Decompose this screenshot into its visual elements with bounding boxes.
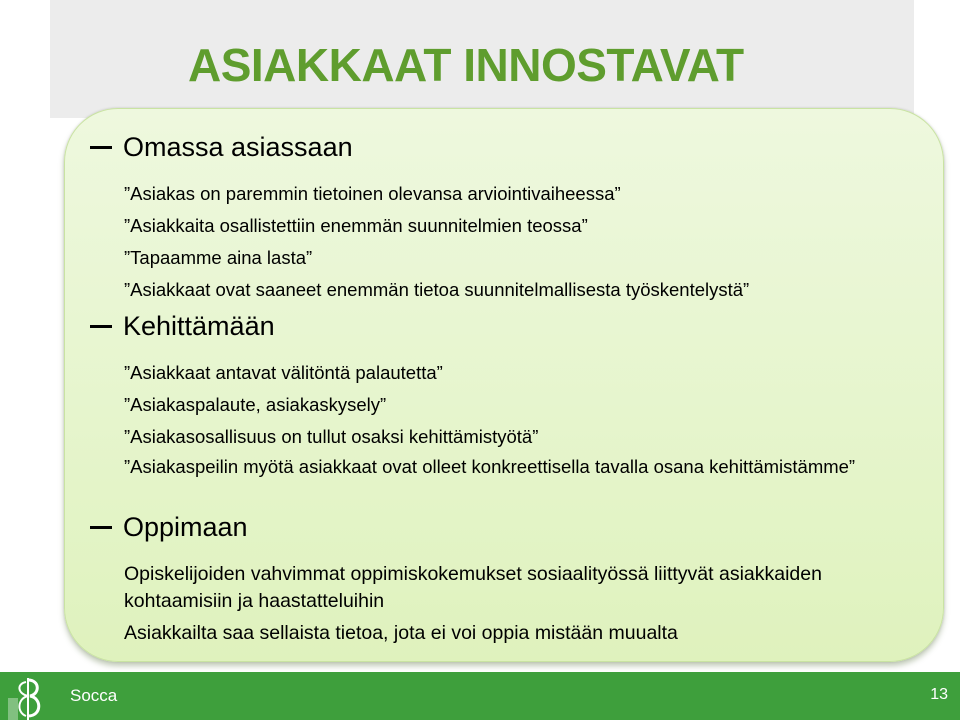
section-heading-label: Kehittämään <box>123 311 275 341</box>
page-number: 13 <box>930 686 948 703</box>
dash-bullet-icon <box>90 146 112 149</box>
section-heading-omassa <box>90 132 353 163</box>
footer-bar <box>0 672 960 720</box>
socca-logo-icon <box>6 676 50 720</box>
list-item: ”Asiakaspalaute, asiakaskysely” <box>124 394 387 415</box>
list-item: ”Asiakkaita osallistettiin enemmän suunnitelmien teossa” <box>124 215 588 236</box>
footer-brand: Socca <box>70 686 118 705</box>
section-heading-label: Omassa asiassaan <box>123 132 353 162</box>
dash-bullet-icon <box>90 325 112 328</box>
list-item: ”Asiakkaat antavat välitöntä palautetta” <box>124 362 443 383</box>
list-item: Opiskelijoiden vahvimmat oppimiskokemukset sosiaalityössä liittyvät asiakkaiden kohtaamisiin ja haastatteluihin <box>124 563 822 612</box>
dash-bullet-icon <box>90 526 112 529</box>
list-item: ”Asiakaspeilin myötä asiakkaat ovat olleet konkreettisella tavalla osana kehittämistämme” <box>124 456 856 477</box>
list-item: ”Asiakasosallisuus on tullut osaksi kehittämistyötä” <box>124 426 539 447</box>
section-heading-kehittamaan <box>90 311 275 342</box>
list-item: Asiakkailta saa sellaista tietoa, jota ei voi oppia mistään muualta <box>124 622 678 644</box>
section-heading-oppimaan <box>90 512 248 543</box>
list-item: ”Tapaamme aina lasta” <box>124 247 313 268</box>
section-heading-label: Oppimaan <box>123 512 248 542</box>
list-item: ”Asiakkaat ovat saaneet enemmän tietoa suunnitelmallisesta työskentelystä” <box>124 279 750 300</box>
list-item: ”Asiakas on paremmin tietoinen olevansa arviointivaiheessa” <box>124 183 621 204</box>
slide-title: ASIAKKAAT INNOSTAVAT <box>188 39 744 91</box>
